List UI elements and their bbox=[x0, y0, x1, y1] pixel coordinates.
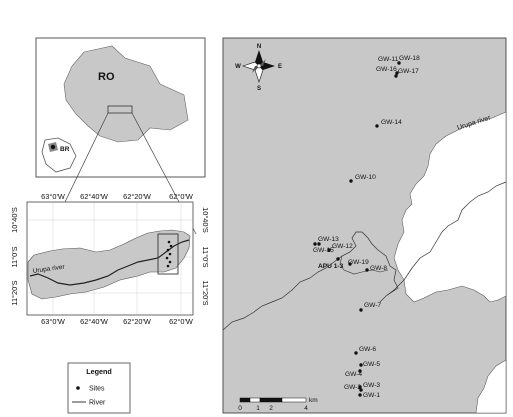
scale-tick-1: 1 bbox=[256, 405, 260, 412]
top-tick-1: 63°0'W bbox=[41, 192, 65, 201]
site-label: GW-7 bbox=[364, 302, 382, 309]
site-label: GW-3 bbox=[363, 382, 381, 389]
right-tick-2: 11°0'S bbox=[201, 246, 210, 268]
compass-s: S bbox=[256, 86, 262, 92]
brazil-location-dot bbox=[51, 145, 55, 149]
compass-n: N bbox=[256, 44, 262, 50]
legend-river-label: River bbox=[89, 399, 106, 407]
top-tick-3: 62°20'W bbox=[123, 192, 151, 201]
inset-state-map bbox=[36, 38, 205, 177]
site-label: GW-12 bbox=[332, 243, 353, 250]
state-label: RO bbox=[98, 71, 115, 83]
site-label: GW-6 bbox=[359, 346, 377, 353]
legend-sites-symbol bbox=[76, 386, 80, 390]
scale-unit: km bbox=[309, 397, 318, 404]
site-label: GW-15 bbox=[313, 247, 334, 254]
site-dot bbox=[359, 308, 362, 311]
bottom-tick-3: 62°20'W bbox=[123, 317, 151, 326]
top-tick-2: 62°40'W bbox=[80, 192, 108, 201]
site-dot bbox=[365, 268, 368, 271]
site-dot bbox=[358, 393, 361, 396]
inset-basin-map bbox=[10, 192, 210, 326]
site-label: GW-19 bbox=[348, 259, 369, 266]
left-tick-2: 11°0'S bbox=[10, 246, 19, 268]
site-dot bbox=[354, 351, 357, 354]
right-tick-3: 11°20'S bbox=[201, 280, 210, 306]
top-tick-4: 62°0'W bbox=[169, 192, 193, 201]
site-label: GW-13 bbox=[318, 236, 339, 243]
scale-tick-4: 4 bbox=[304, 405, 308, 412]
right-tick-1: 10°40'S bbox=[201, 207, 210, 233]
bottom-tick-1: 63°0'W bbox=[41, 317, 65, 326]
site-dot bbox=[375, 124, 378, 127]
site-label: GW-1 bbox=[363, 392, 381, 399]
basin-river-label: Urupa river bbox=[32, 263, 66, 275]
site-dot bbox=[336, 257, 339, 260]
scale-tick-2: 2 bbox=[269, 405, 273, 412]
site-label: GW-2 bbox=[344, 384, 362, 391]
bottom-tick-2: 62°40'W bbox=[80, 317, 108, 326]
site-label: APU 1-3 bbox=[318, 263, 344, 270]
site-label: GW-18 bbox=[399, 55, 420, 62]
main-map bbox=[223, 38, 506, 413]
legend bbox=[68, 363, 130, 413]
site-label: GW-11 bbox=[378, 56, 399, 63]
site-dot bbox=[349, 179, 352, 182]
compass-w: W bbox=[235, 64, 241, 70]
site-label: GW-5 bbox=[363, 361, 381, 368]
site-label: GW-8 bbox=[370, 265, 388, 272]
left-tick-1: 10°40'S bbox=[10, 207, 19, 233]
country-label: BR bbox=[60, 146, 70, 153]
left-tick-3: 11°20'S bbox=[10, 280, 19, 306]
urupa-river-label: Urupa river bbox=[456, 114, 492, 132]
compass-e: E bbox=[277, 64, 283, 70]
bottom-tick-4: 62°0'W bbox=[169, 317, 193, 326]
legend-title: Legend bbox=[86, 367, 112, 376]
site-label: GW-17 bbox=[398, 68, 419, 75]
site-label: GW-14 bbox=[381, 119, 402, 126]
legend-sites-label: Sites bbox=[89, 385, 105, 393]
site-dot bbox=[313, 242, 316, 245]
site-label: GW-10 bbox=[355, 174, 376, 181]
site-label: GW-4 bbox=[345, 371, 363, 378]
scale-tick-0: 0 bbox=[238, 405, 242, 412]
site-label: GW-16 bbox=[376, 66, 397, 73]
